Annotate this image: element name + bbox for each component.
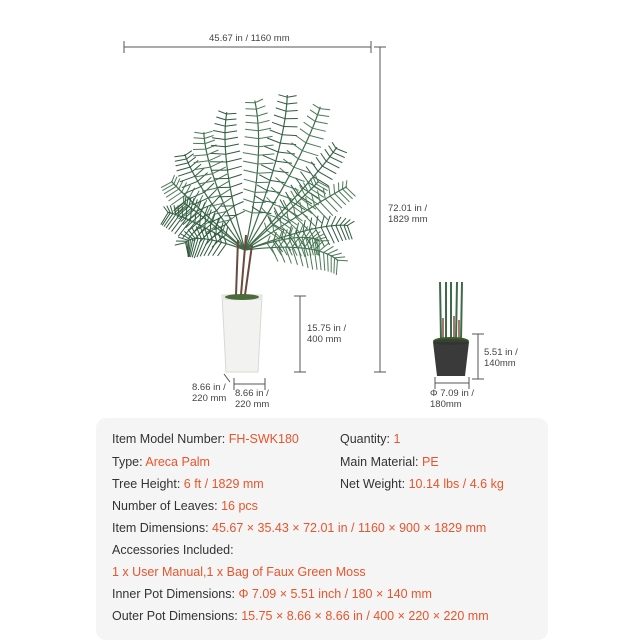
leaflet: [215, 174, 227, 181]
inner-pot-height-line1: 5.51 in /: [484, 347, 518, 358]
leaflet: [287, 150, 299, 159]
leaflet: [335, 257, 346, 258]
leaflet: [316, 184, 328, 191]
leaflet: [272, 122, 284, 126]
leaflet: [331, 216, 336, 226]
leaflet: [256, 182, 270, 183]
leaflet: [274, 115, 285, 119]
leaflet: [236, 211, 245, 215]
leaflet: [315, 121, 327, 123]
leaflet: [208, 241, 217, 256]
leaflet: [336, 217, 341, 225]
leaflet: [310, 110, 318, 115]
palm-stems: [236, 235, 252, 295]
leaflet: [225, 137, 238, 139]
leaflet: [221, 206, 233, 207]
leaflet: [177, 167, 191, 171]
leaflet: [200, 239, 208, 256]
leaflet: [205, 140, 215, 144]
spec-type-label: Type:: [112, 455, 146, 469]
spec-inner-pot-value: Φ 7.09 × 5.51 inch / 180 × 140 mm: [238, 587, 432, 601]
leaflet: [227, 158, 242, 162]
spec-type-value: Areca Palm: [145, 455, 210, 469]
leaflet: [204, 131, 213, 134]
leaflet: [267, 138, 280, 143]
spec-model: [112, 432, 299, 446]
leaflet: [256, 106, 265, 109]
leaflet: [267, 197, 274, 204]
leaflet: [308, 192, 321, 201]
leaflet: [261, 165, 273, 171]
leaflet: [262, 208, 268, 215]
leaflet: [243, 161, 258, 164]
leaflet: [213, 131, 225, 133]
spec-item-dims-label: Item Dimensions:: [112, 521, 213, 535]
leaflet: [286, 111, 298, 112]
leaflet: [175, 243, 186, 246]
leaflet: [213, 242, 222, 255]
leaflet: [230, 183, 242, 187]
leaflet: [317, 237, 327, 240]
leaflet: [318, 115, 330, 117]
leaflet: [176, 178, 180, 186]
leaflet: [216, 117, 225, 120]
leaflet: [321, 216, 324, 228]
leaflet: [232, 192, 243, 196]
outer-pot: [222, 294, 262, 372]
leaflet: [212, 138, 225, 140]
leaflet: [255, 196, 264, 201]
leaflet: [304, 122, 313, 128]
leaflet: [328, 250, 338, 255]
palm-fronds: [161, 95, 356, 275]
total-height-line2: 1829 mm: [388, 214, 428, 225]
inner-pot-diameter-line2: 180mm: [430, 399, 462, 410]
leaflet: [258, 154, 274, 155]
leaflet: [228, 166, 242, 170]
leaflet: [172, 175, 175, 182]
leaflet: [245, 129, 258, 131]
leaflet: [320, 109, 331, 110]
inner-pot-height-label: [484, 347, 518, 369]
leaflet: [296, 136, 306, 143]
spec-height-value: 6 ft / 1829 mm: [183, 477, 264, 491]
spec-weight-value: 10.14 lbs / 4.6 kg: [408, 477, 504, 491]
spec-panel: [96, 418, 548, 640]
leaflet: [246, 122, 259, 123]
spec-leaves-value: 16 pcs: [221, 499, 258, 513]
leaflet: [174, 177, 177, 184]
leaflet: [198, 173, 208, 182]
leaflet: [220, 189, 230, 196]
leaflet: [270, 130, 283, 135]
pot-height-label: [307, 323, 346, 345]
leaflet: [263, 155, 276, 161]
leaflet: [234, 202, 244, 206]
leaflet: [224, 197, 233, 203]
leaflet: [334, 258, 335, 274]
leaflet: [194, 199, 198, 210]
leaflet: [279, 195, 293, 200]
leaflet: [257, 113, 267, 116]
leaflet: [162, 184, 174, 191]
leaflet: [309, 218, 311, 230]
leaflet: [287, 96, 296, 98]
leaflet: [328, 254, 329, 271]
leaflet: [346, 187, 356, 196]
inner-pot-plant: [433, 282, 469, 376]
spec-model-label: Item Model Number:: [112, 432, 229, 446]
leaflet: [313, 104, 320, 108]
leaflet: [287, 103, 298, 104]
leaflet: [227, 113, 237, 114]
spec-inner-pot: [112, 587, 432, 601]
spec-leaves: [112, 499, 258, 513]
pot-height-line2: 400 mm: [307, 334, 342, 345]
leaflet: [211, 153, 226, 154]
leaflet: [180, 176, 195, 182]
total-height-line1: 72.01 in /: [388, 203, 428, 214]
leaflet: [194, 132, 204, 133]
leaflet: [258, 128, 271, 131]
leaflet: [175, 159, 187, 161]
leaflet: [166, 189, 179, 197]
leaflet: [259, 136, 273, 138]
leaflet: [192, 164, 201, 171]
leaflet: [215, 124, 226, 127]
leaflet: [257, 173, 272, 174]
spec-weight: [340, 477, 504, 491]
leaflet: [312, 128, 325, 131]
leaflet: [194, 138, 205, 139]
leaflet: [257, 185, 267, 191]
leaflet: [271, 187, 279, 194]
spec-outer-pot-label: Outer Pot Dimensions:: [112, 609, 242, 623]
leaflet: [267, 191, 281, 193]
inner-pot-diameter-label: [430, 388, 474, 410]
leaflet: [244, 170, 258, 173]
leaflet: [244, 145, 259, 147]
leaflet: [244, 179, 257, 182]
leaflet: [316, 157, 322, 166]
leaflet: [270, 180, 285, 182]
leaflet: [264, 146, 278, 152]
leaflet: [300, 129, 310, 136]
pot-depth-line2: 220 mm: [192, 393, 227, 404]
leaflet: [273, 171, 288, 173]
leaflet: [185, 196, 186, 204]
leaflet: [193, 155, 207, 156]
leaflet: [225, 215, 237, 216]
leaflet: [225, 144, 239, 147]
pot-depth-line1: 8.66 in /: [192, 382, 226, 393]
leaflet: [302, 151, 318, 156]
leaflet: [258, 120, 270, 123]
spec-item-dims-value: 45.67 × 35.43 × 72.01 in / 1160 × 900 × 1829 mm: [212, 521, 487, 535]
leaflet: [338, 260, 348, 261]
leaflet: [175, 155, 186, 156]
spec-inner-pot-label: Inner Pot Dimensions:: [112, 587, 239, 601]
leaflet: [276, 108, 286, 111]
leaflet: [278, 95, 287, 98]
leaflet: [324, 253, 325, 271]
inner-pot-diameter-line1: Φ 7.09 in /: [430, 388, 475, 399]
leaflet: [329, 146, 334, 153]
leaflet: [176, 163, 189, 166]
leaflet: [278, 152, 295, 154]
leaflet: [311, 189, 324, 197]
leaflet: [318, 171, 333, 179]
leaflet: [246, 115, 258, 116]
leaflet: [209, 155, 221, 160]
leaflet: [330, 157, 342, 163]
leaflet: [187, 154, 194, 159]
leaflet: [245, 137, 259, 139]
total-width-label: 45.67 in / 1160 mm: [209, 33, 290, 44]
leaflet: [225, 125, 236, 126]
spec-height: [112, 477, 264, 491]
leaflet: [334, 184, 335, 193]
leaflet: [172, 217, 183, 232]
leaflet: [226, 151, 240, 154]
leaflet: [304, 248, 308, 268]
pot-width-line1: 8.66 in /: [235, 388, 269, 399]
spec-quantity: [340, 432, 400, 446]
leaflet: [307, 116, 315, 122]
leaflet: [218, 111, 226, 114]
spec-material: [340, 455, 439, 469]
leaflet: [332, 142, 336, 148]
leaflet: [322, 166, 336, 174]
leaflet: [321, 153, 327, 161]
leaflet: [306, 143, 321, 147]
leaflet: [219, 196, 232, 197]
leaflet: [325, 149, 330, 157]
leaflet: [331, 253, 342, 256]
leaflet: [258, 163, 274, 164]
spec-accessories-text: 1 x User Manual,1 x Bag of Faux Green Moss: [112, 565, 366, 579]
leaflet: [190, 160, 198, 167]
leaflet: [226, 119, 237, 120]
leaflet: [309, 135, 323, 139]
spec-quantity-value: 1: [393, 432, 401, 446]
leaflet: [243, 199, 253, 203]
leaflet: [164, 186, 176, 193]
spec-accessories-label: Accessories Included:: [112, 543, 234, 557]
spec-item-dims: [112, 521, 486, 535]
spec-model-value: FH-SWK180: [228, 432, 299, 446]
leaflet: [343, 189, 353, 199]
leaflet: [169, 192, 182, 201]
spec-quantity-label: Quantity:: [340, 432, 394, 446]
spec-type: [112, 455, 210, 469]
leaflet: [161, 182, 172, 188]
leaflet: [326, 161, 339, 168]
leaflet: [255, 99, 263, 103]
leaflet: [276, 161, 292, 163]
leaflet: [292, 143, 303, 151]
spec-outer-pot-value: 15.75 × 8.66 × 8.66 in / 400 × 220 × 220 mm: [241, 609, 489, 623]
leaflet: [339, 191, 350, 202]
total-height-label: [388, 203, 428, 225]
spec-accessories-value: [112, 565, 366, 579]
leaflet: [346, 180, 347, 187]
leaflet: [336, 260, 337, 275]
spec-weight-label: Net Weight:: [340, 477, 409, 491]
leaflet: [225, 131, 237, 133]
spec-height-label: Tree Height:: [112, 477, 184, 491]
leaflet: [196, 174, 213, 177]
leaflet: [244, 189, 256, 193]
leaflet: [243, 153, 259, 156]
pot-width-line2: 220 mm: [235, 399, 270, 410]
spec-outer-pot: [112, 609, 489, 623]
leaflet: [277, 101, 287, 104]
leaflet: [178, 172, 192, 177]
leaflet: [185, 151, 192, 156]
leaflet: [333, 152, 345, 157]
leaflet: [282, 135, 297, 136]
spec-material-label: Main Material:: [340, 455, 422, 469]
spec-material-value: PE: [421, 455, 439, 469]
spec-leaves-label: Number of Leaves:: [112, 499, 222, 513]
leaflet: [283, 159, 294, 167]
pot-width-label: [235, 388, 269, 410]
leaflet: [229, 174, 242, 178]
pot-depth-label: [192, 382, 226, 404]
leaflet: [267, 243, 276, 256]
leaflet: [326, 216, 330, 227]
pot-height-line1: 15.75 in /: [307, 323, 347, 334]
inner-pot-height-line2: 140mm: [484, 358, 516, 369]
leaflet: [311, 162, 318, 172]
leaflet: [259, 175, 270, 181]
leaflet: [336, 148, 347, 152]
